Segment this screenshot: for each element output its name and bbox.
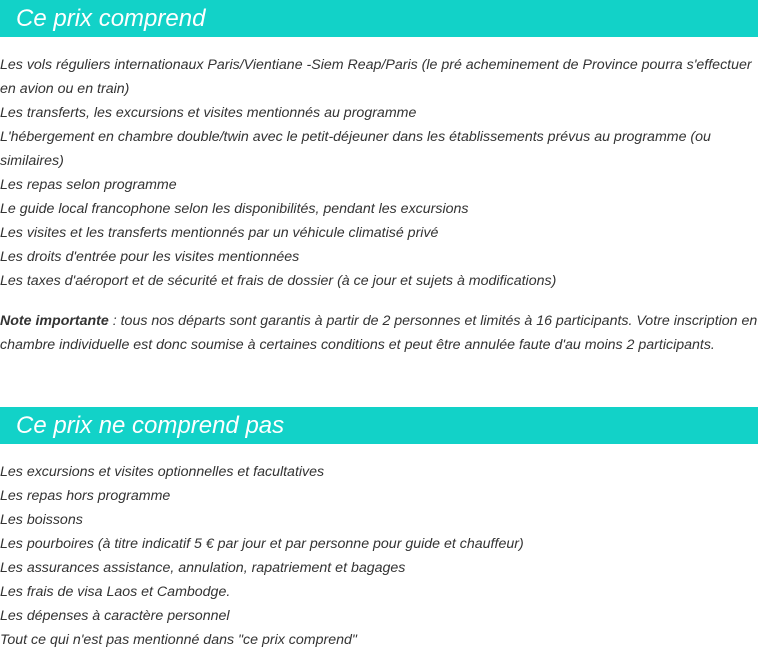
excluded-item-insurance: Les assurances assistance, annulation, rapatriement et bagages (0, 560, 406, 576)
excluded-section-heading: Ce prix ne comprend pas (0, 407, 758, 444)
included-item-entrance-fees: Les droits d'entrée pour les visites mentionnées (0, 249, 300, 265)
included-list (0, 53, 758, 293)
excluded-item-tips: Les pourboires (à titre indicatif 5 € par jour et par personne pour guide et chauffeur) (0, 536, 524, 552)
included-item-accommodation: L'hébergement en chambre double/twin avec le petit-déjeuner dans les établissements prévus au programme (ou similaires) (0, 129, 711, 169)
included-item-flights: Les vols réguliers internationaux Paris/Vientiane -Siem Reap/Paris (le pré acheminement de Province pourra s'effectuer en avion ou en train) (0, 57, 752, 97)
excluded-item-extra-meals: Les repas hors programme (0, 488, 171, 504)
excluded-item-visa: Les frais de visa Laos et Cambodge. (0, 584, 231, 600)
included-section-heading: Ce prix comprend (0, 0, 758, 37)
included-item-taxes: Les taxes d'aéroport et de sécurité et frais de dossier (à ce jour et sujets à modifications) (0, 273, 557, 289)
included-item-vehicle: Les visites et les transferts mentionnés par un véhicule climatisé privé (0, 225, 439, 241)
excluded-item-personal-expenses: Les dépenses à caractère personnel (0, 608, 230, 624)
included-item-guide: Le guide local francophone selon les disponibilités, pendant les excursions (0, 201, 469, 217)
excluded-item-optional-excursions: Les excursions et visites optionnelles et facultatives (0, 464, 325, 480)
excluded-item-not-mentioned: Tout ce qui n'est pas mentionné dans "ce prix comprend" (0, 632, 357, 648)
included-item-transfers: Les transferts, les excursions et visites mentionnés au programme (0, 105, 417, 121)
important-note-label: Note importante (0, 313, 109, 329)
excluded-list (0, 460, 758, 652)
excluded-item-drinks: Les boissons (0, 512, 83, 528)
included-item-meals: Les repas selon programme (0, 177, 177, 193)
important-note (0, 309, 758, 357)
important-note-text: : tous nos départs sont garantis à partir de 2 personnes et limités à 16 participants. Votre inscription en chambre individuelle est donc soumise à certaines conditions et peut être annulée faute d'au moins 2 participants. (0, 313, 758, 353)
